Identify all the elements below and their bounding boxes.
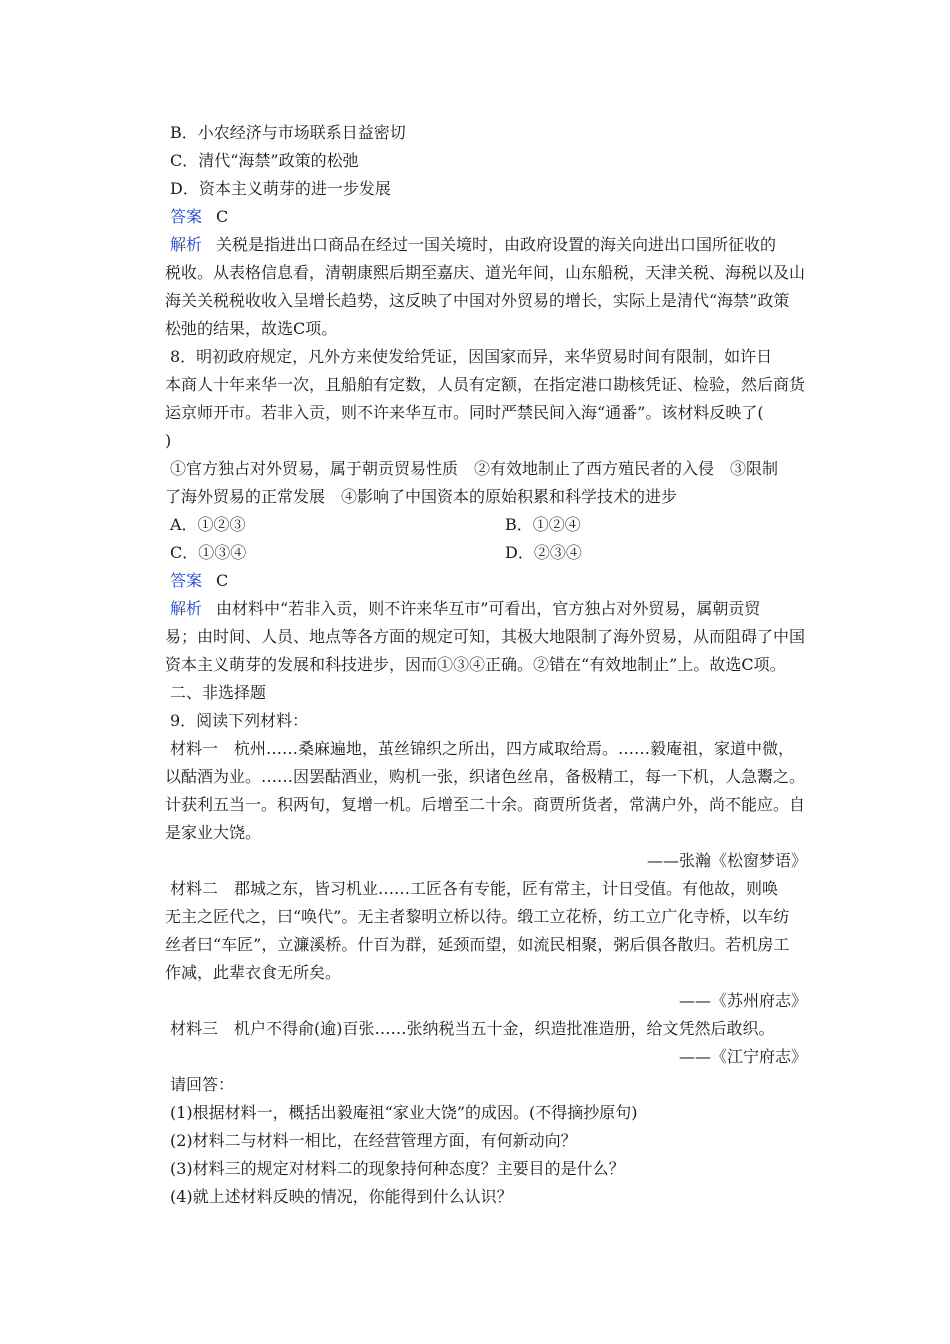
- q8-options-row-1: [170, 515, 830, 535]
- section-heading: 二、非选择题: [170, 683, 267, 702]
- q8-options-row-2: [170, 543, 830, 563]
- q8-analysis-line-3: 资本主义萌芽的发展和科技进步，因而①③④正确。②错在“有效地制止”上。故选C项。: [165, 655, 786, 674]
- q9-material1-line-4: 是家业大饶。: [165, 823, 262, 842]
- q8-stem-line-2: 本商人十年来华一次，且船舶有定数，人员有定额，在指定港口勘核凭证、检验，然后商货: [165, 375, 806, 394]
- q8-option-d: D．②③④: [505, 543, 582, 562]
- q8-analysis-label: 解析: [170, 599, 203, 618]
- q7-analysis-line-1: [170, 235, 830, 255]
- q8-statements-line-1: ①官方独占对外贸易，属于朝贡贸易性质 ②有效地制止了西方殖民者的入侵 ③限制: [170, 459, 779, 478]
- q9-question-2: (2)材料二与材料一相比，在经营管理方面，有何新动向？: [170, 1131, 577, 1150]
- q9-stem: 9．阅读下列材料：: [170, 711, 309, 730]
- q9-material2-source: ——《苏州府志》: [678, 991, 807, 1010]
- q7-answer-label: 答案: [170, 207, 203, 226]
- q8-option-c: C．①③④: [170, 543, 247, 562]
- q9-material3-line: 材料三 机户不得俞(逾)百张……张纳税当五十金，织造批准造册，给文凭然后敢织。: [170, 1019, 775, 1038]
- q7-analysis-text-1: 关税是指进出口商品在经过一国关境时，由政府设置的海关向进出口国所征收的: [216, 235, 777, 254]
- q8-answer: [170, 571, 830, 591]
- q8-analysis-text-1: 由材料中“若非入贡，则不许来华互市”可看出，官方独占对外贸易，属朝贡贸: [216, 599, 761, 618]
- q9-material2-line-2: 无主之匠代之，曰“唤代”。无主者黎明立桥以待。缎工立花桥，纺工立广化寺桥，以车纺: [165, 907, 790, 926]
- q9-material1-line-2: 以酤酒为业。……因罢酤酒业，购机一张，织诸色丝帛，备极精工，每一下机，人急鬻之。: [165, 767, 806, 786]
- q9-prompt: 请回答：: [170, 1075, 235, 1094]
- q9-material1-line-3: 计获利五当一。积两旬，复增一机。后增至二十余。商贾所货者，常满户外，尚不能应。自: [165, 795, 806, 814]
- q9-question-4: (4)就上述材料反映的情况，你能得到什么认识？: [170, 1187, 513, 1206]
- q9-material1-source: ——张瀚《松窗梦语》: [646, 851, 807, 870]
- q8-analysis-line-2: 易；由时间、人员、地点等各方面的规定可知，其极大地限制了海外贸易，从而阻碍了中国: [165, 627, 806, 646]
- q7-answer: [170, 207, 830, 227]
- q9-material1-line-1: 材料一 杭州……桑麻遍地，茧丝锦织之所出，四方咸取给焉。……毅庵祖，家道中微，: [170, 739, 795, 758]
- q7-answer-value: C: [216, 207, 229, 226]
- q9-question-3: (3)材料三的规定对材料二的现象持何种态度？主要目的是什么？: [170, 1159, 625, 1178]
- q9-material2-line-3: 丝者曰“车匠”，立濂溪桥。什百为群，延颈而望，如流民相聚，粥后俱各散归。若机房工: [165, 935, 790, 954]
- q9-material2-line-1: 材料二 郡城之东，皆习机业……工匠各有专能，匠有常主，计日受值。有他故，则唤: [170, 879, 779, 898]
- q9-question-1: (1)根据材料一，概括出毅庵祖“家业大饶”的成因。(不得摘抄原句): [170, 1103, 638, 1122]
- q8-stem-line-3: 运京师开市。若非入贡，则不许来华互市。同时严禁民间入海“通番”。该材料反映了(: [165, 403, 764, 422]
- q9-material3-source: ——《江宁府志》: [678, 1047, 807, 1066]
- q8-stem-line-1: 8．明初政府规定，凡外方来使发给凭证，因国家而异，来华贸易时间有限制，如许日: [170, 347, 773, 366]
- q8-stem-line-4: ): [165, 431, 172, 450]
- q7-analysis-label: 解析: [170, 235, 203, 254]
- q8-answer-label: 答案: [170, 571, 203, 590]
- q8-statements-line-2: 了海外贸易的正常发展 ④影响了中国资本的原始积累和科学技术的进步: [165, 487, 678, 506]
- q7-analysis-line-3: 海关关税税收收入呈增长趋势，这反映了中国对外贸易的增长，实际上是清代“海禁”政策: [165, 291, 790, 310]
- q8-answer-value: C: [216, 571, 229, 590]
- q7-option-c: C．清代“海禁”政策的松弛: [170, 151, 359, 170]
- q8-option-a: A．①②③: [170, 515, 246, 534]
- q9-material2-line-4: 作减，此辈衣食无所矣。: [165, 963, 342, 982]
- q7-option-d: D．资本主义萌芽的进一步发展: [170, 179, 391, 198]
- q7-option-b: B．小农经济与市场联系日益密切: [170, 123, 406, 142]
- q7-analysis-line-2: 税收。从表格信息看，清朝康熙后期至嘉庆、道光年间，山东船税，天津关税、海税以及山: [165, 263, 806, 282]
- q8-option-b: B．①②④: [505, 515, 581, 534]
- q7-analysis-line-4: 松弛的结果，故选C项。: [165, 319, 338, 338]
- q8-analysis-line-1: [170, 599, 830, 619]
